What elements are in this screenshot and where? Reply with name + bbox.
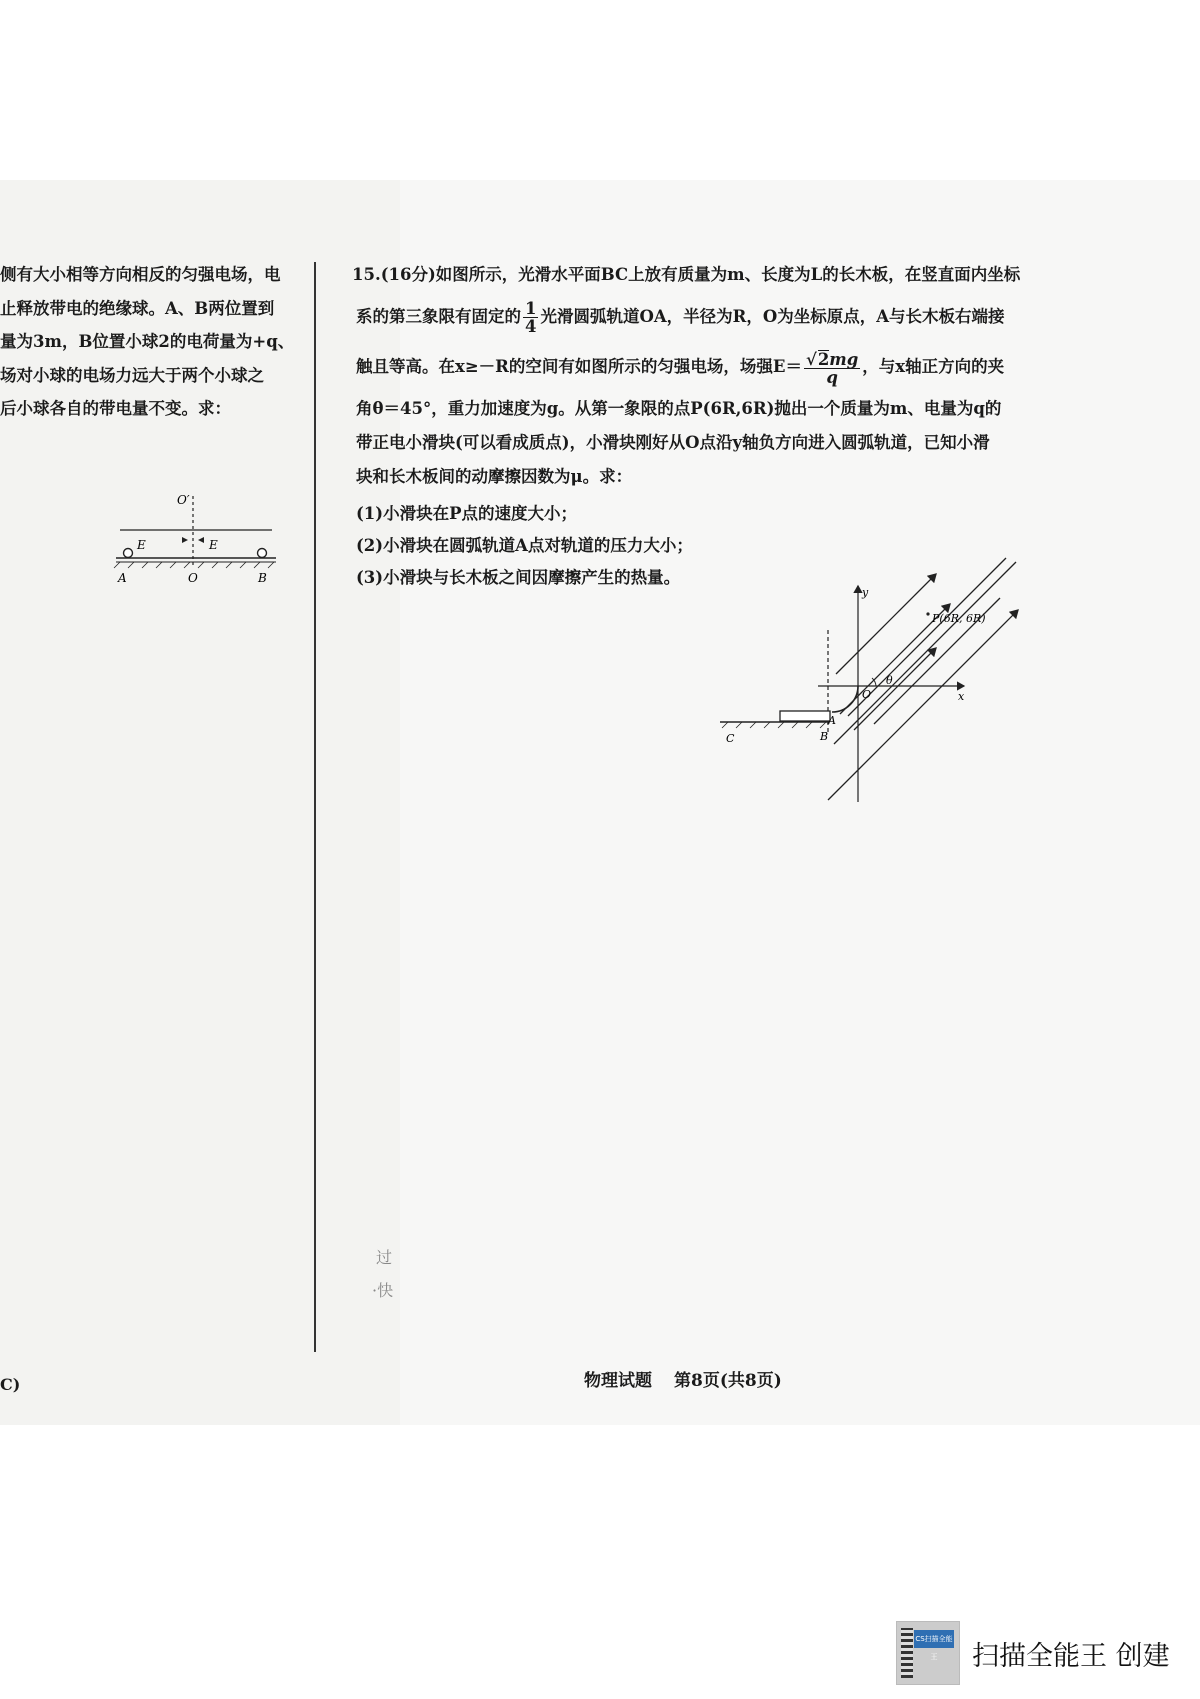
- label-e-left: E: [137, 538, 146, 552]
- problem-number: 15.: [352, 265, 381, 284]
- ball-b: [258, 549, 267, 558]
- problem-line-4: 角θ＝45°，重力加速度为g。从第一象限的点P(6R,6R)抛出一个质量为m、电量为q的: [356, 399, 1002, 418]
- left-line: 场对小球的电场力远大于两个小球之: [0, 365, 264, 385]
- left-line: 后小球各自的带电量不变。求：: [0, 399, 231, 418]
- problem-text: 光滑圆弧轨道OA，半径为R，O为坐标原点，A与长木板右端接: [540, 307, 1005, 326]
- faint-text: ·快: [372, 1281, 394, 1300]
- fraction-numerator: 1: [525, 299, 537, 318]
- point-b-label: B: [820, 730, 829, 743]
- camscanner-logo-icon: [896, 1621, 960, 1685]
- sqrt-radicand: 2: [817, 349, 830, 369]
- question-item: (1)小滑块在P点的速度大小；: [356, 504, 578, 523]
- fraction-quarter: [523, 300, 538, 335]
- watermark-text: 扫描全能王 创建: [972, 1640, 1170, 1672]
- camscanner-watermark: [896, 1622, 1170, 1684]
- qr-code-icon: [901, 1628, 913, 1678]
- label-o-prime: O′: [177, 493, 190, 507]
- problem-score: (16分): [380, 265, 436, 284]
- left-column-text: [0, 258, 295, 426]
- label-a: A: [118, 571, 127, 585]
- point-a-label: A: [828, 714, 836, 727]
- left-line: 侧有大小相等方向相反的匀强电场，电: [0, 265, 281, 284]
- label-b: B: [258, 571, 267, 585]
- field-denominator: q: [826, 367, 838, 387]
- logo-badge: CS扫描全能王: [914, 1630, 954, 1648]
- origin-label: O: [862, 688, 872, 701]
- ball-a: [124, 549, 133, 558]
- label-o: O: [188, 571, 198, 585]
- faint-text: 过: [376, 1248, 393, 1267]
- long-board: [780, 711, 830, 721]
- left-line: 止释放带电的绝缘球。A、B两位置到: [0, 298, 275, 318]
- fraction-denominator: 4: [525, 317, 537, 336]
- problem-line-5: 带正电小滑块(可以看成质点)，小滑块刚好从O点沿y轴负方向进入圆弧轨道，已知小滑: [356, 433, 990, 452]
- x-axis-label: x: [958, 690, 965, 703]
- sqrt-icon: √: [805, 349, 817, 369]
- footer-subject: 物理试题: [584, 1371, 652, 1391]
- problem-text: 触且等高。在x≥－R的空间有如图所示的匀强电场，场强E＝: [356, 357, 802, 376]
- footer-page: 第8页(共8页): [674, 1371, 782, 1391]
- point-c-label: C: [726, 732, 735, 745]
- problem-15: [352, 258, 1076, 594]
- question-item: (2)小滑块在圆弧轨道A点对轨道的压力大小；: [356, 536, 693, 555]
- column-divider: [314, 262, 316, 1352]
- problem-text: 系的第三象限有固定的: [356, 307, 521, 326]
- label-e-right: E: [209, 538, 218, 552]
- angle-label: θ: [886, 674, 893, 687]
- question-item: (3)小滑块与长木板之间因摩擦产生的热量。: [356, 568, 681, 587]
- field-numerator: mg: [829, 349, 859, 369]
- point-p-dot: [926, 612, 929, 615]
- point-p-label: P(6R, 6R): [932, 612, 986, 625]
- left-line: 量为3m，B位置小球2的电荷量为+q、: [0, 332, 295, 351]
- problem-line-2: [356, 292, 1076, 342]
- field-strength-fraction: [804, 350, 860, 386]
- y-axis-label: y: [862, 586, 869, 599]
- question-list: [356, 498, 1076, 594]
- page-footer: [584, 1366, 782, 1391]
- problem-text: ，与x轴正方向的夹: [862, 357, 1005, 376]
- problem-line-1: [352, 258, 1076, 292]
- left-figure-electric-field: [110, 492, 280, 584]
- problem-figure: [726, 586, 1068, 812]
- problem-line-6: 块和长木板间的动摩擦因数为μ。求：: [356, 467, 633, 486]
- margin-mark: C): [0, 1375, 21, 1394]
- problem-text: 如图所示，光滑水平面BC上放有质量为m、长度为L的长木板，在竖直面内坐标: [435, 265, 1021, 284]
- problem-line-3: [356, 342, 1076, 392]
